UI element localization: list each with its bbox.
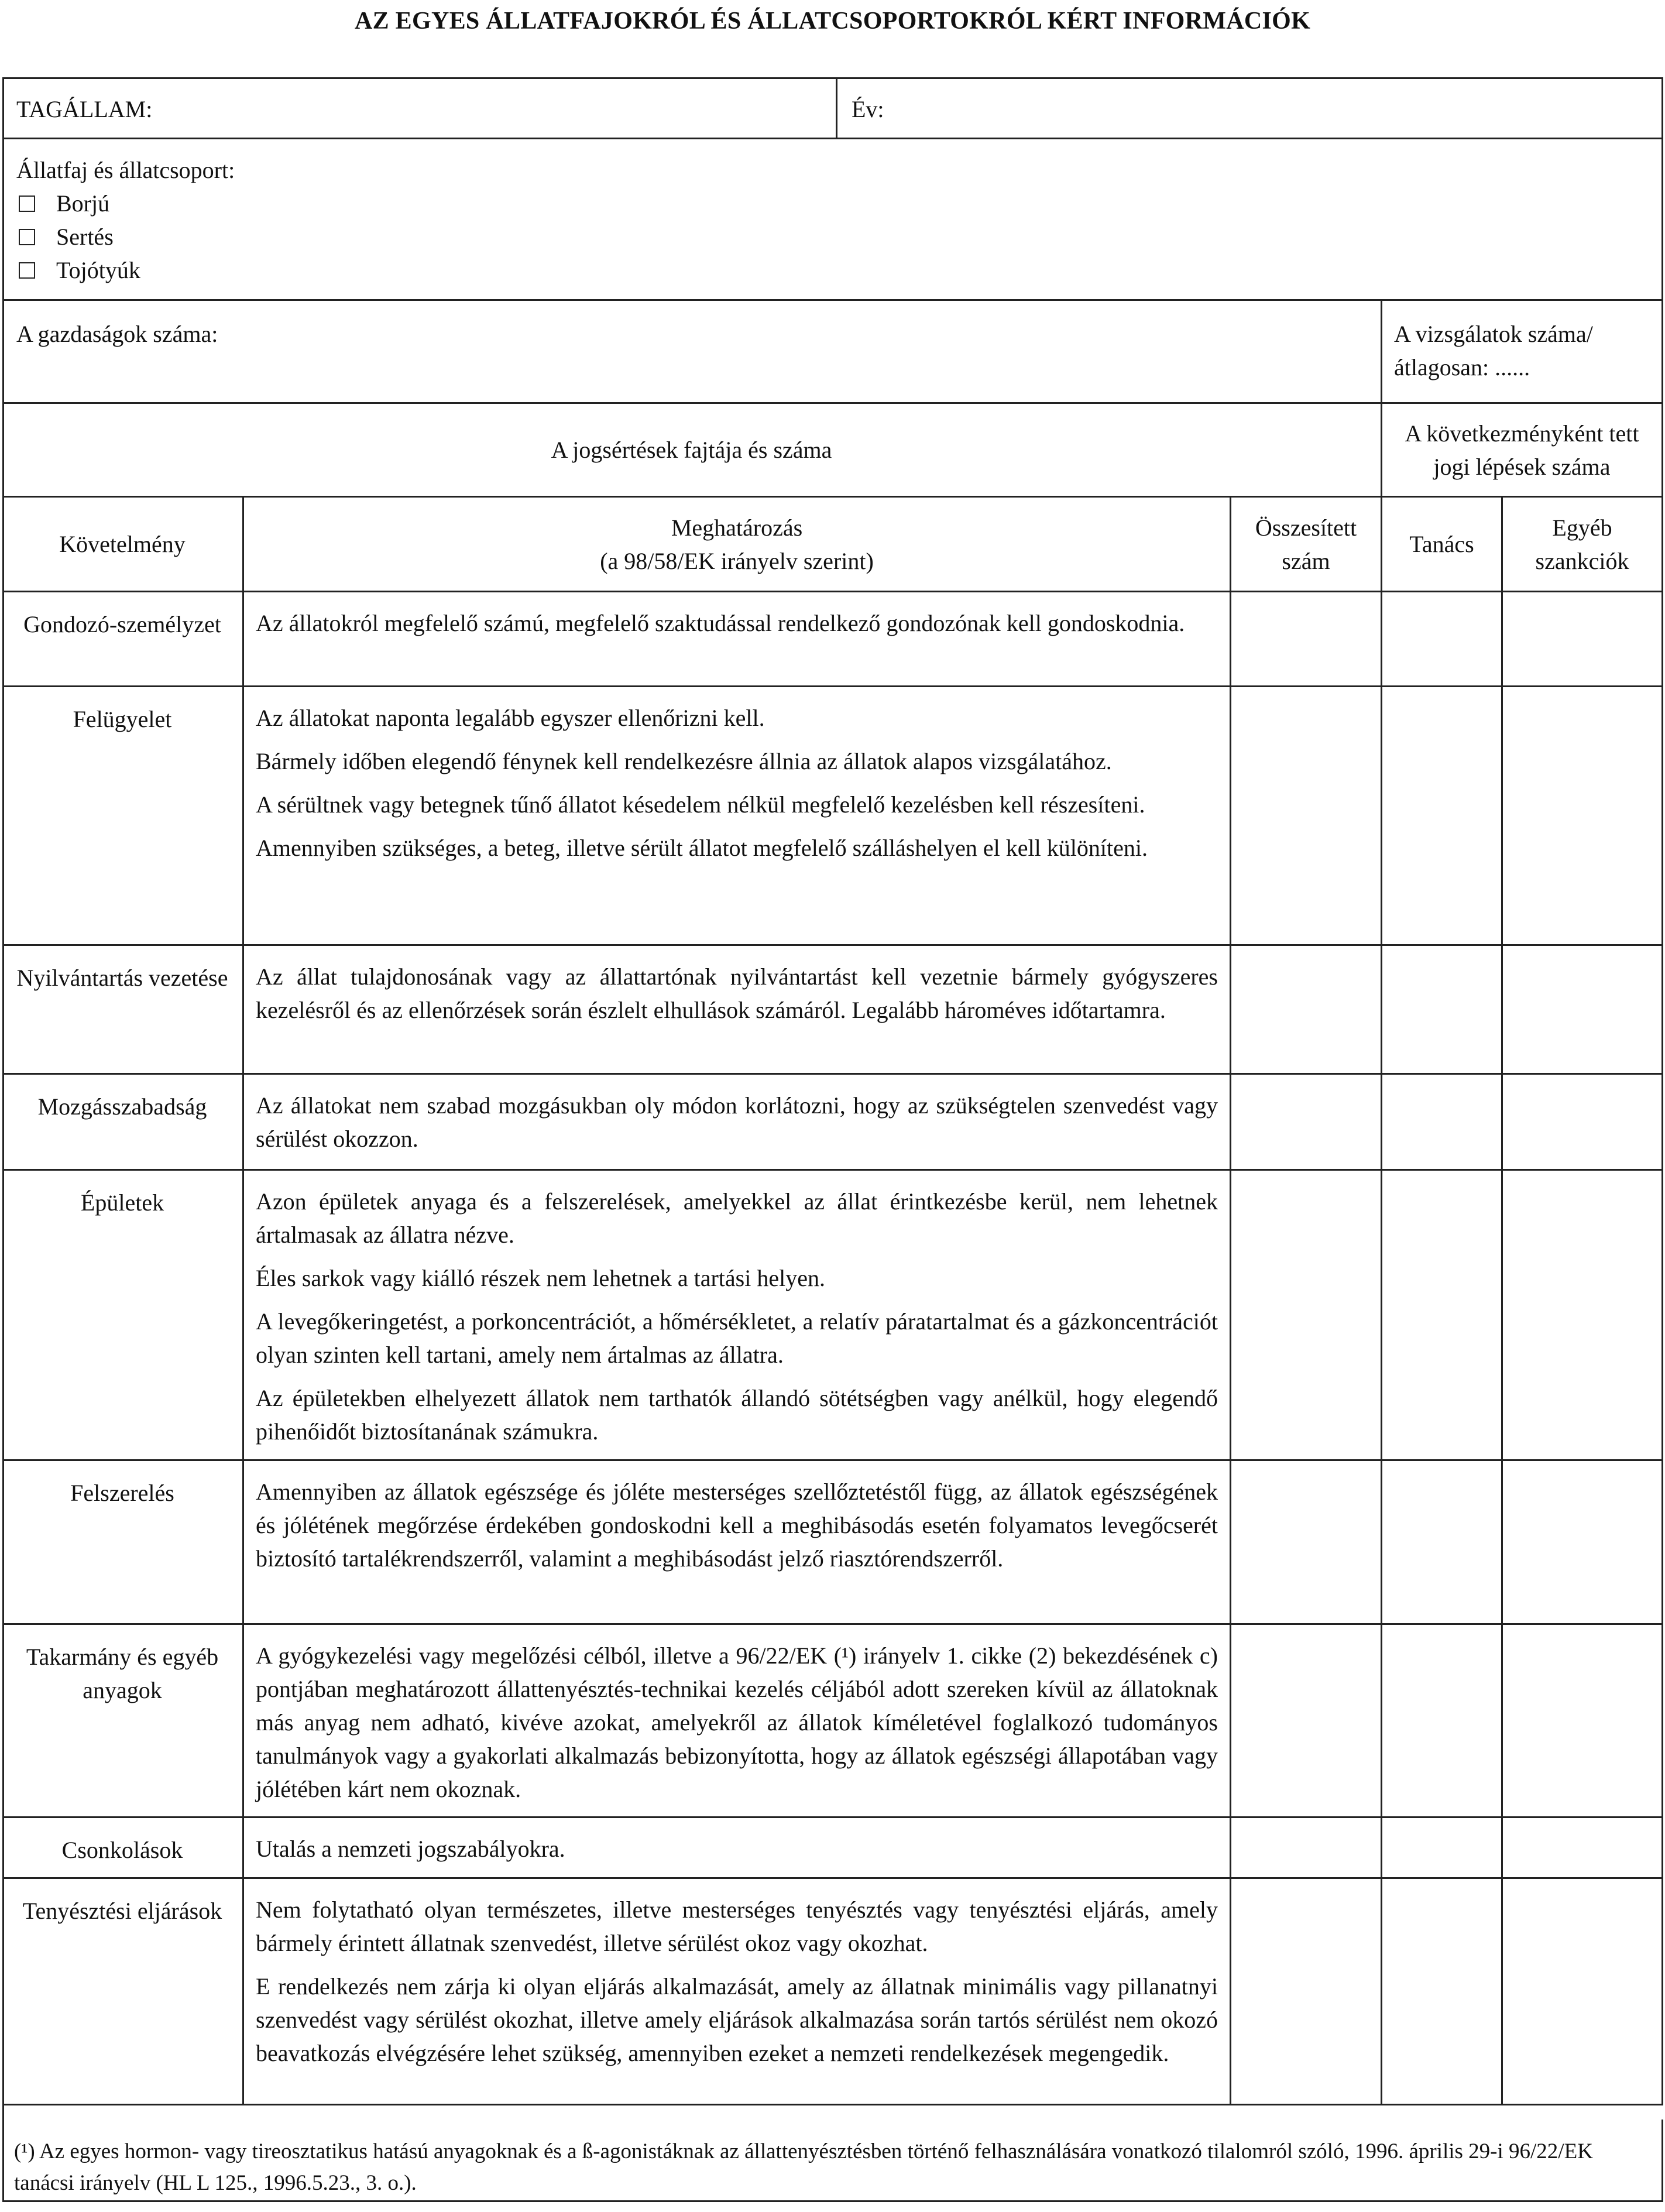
definition-cell	[244, 1879, 1231, 2105]
other-sanctions-count-cell[interactable]	[1503, 687, 1663, 946]
inspections-cell[interactable]	[1382, 301, 1663, 404]
checkbox-icon[interactable]	[19, 229, 35, 245]
other-sanctions-count-cell[interactable]	[1503, 1818, 1663, 1879]
requirement-cell	[2, 1075, 244, 1171]
total-column-header: Összesített szám	[1231, 498, 1382, 592]
requirement-cell	[2, 1171, 244, 1461]
requirement-label: Gondozó-személyzet	[23, 611, 221, 637]
definition-cell	[244, 1075, 1231, 1171]
total-count-cell[interactable]	[1231, 687, 1382, 946]
species-cell	[2, 139, 1663, 301]
definition-cell	[244, 946, 1231, 1075]
definition-paragraph: E rendelkezés nem zárja ki olyan eljárás alkalmazását, amely az állatnak minimális vagy pillanatnyi szenvedést vagy sérülést okozhat, illetve amely eljárások alkalmazása során tartós sérülést nem okozó beavatkozás elvégzésére lehet szükség, amennyiben ezeket a nemzeti rendelkezések megengedik.	[256, 1973, 1218, 2066]
advice-count-cell[interactable]	[1382, 946, 1503, 1075]
species-option-borju[interactable]	[16, 187, 1647, 220]
member-state-cell[interactable]	[2, 77, 837, 139]
total-count-cell[interactable]	[1231, 592, 1382, 687]
total-count-cell[interactable]	[1231, 1625, 1382, 1818]
footnote	[2, 2120, 1663, 2202]
requirement-label: Csonkolások	[61, 1837, 183, 1863]
definition-cell	[244, 1171, 1231, 1461]
requirement-cell	[2, 687, 244, 946]
definition-paragraph: Az állatokat nem szabad mozgásukban oly módon korlátozni, hogy az szükségtelen szenvedést vagy sérülést okozzon.	[256, 1092, 1218, 1152]
species-option-sertes[interactable]	[16, 220, 1647, 253]
definition-paragraph: Az állatokat naponta legalább egyszer ellenőrizni kell.	[256, 705, 765, 731]
requirement-cell	[2, 1879, 244, 2105]
other-sanctions-count-cell[interactable]	[1503, 1171, 1663, 1461]
other-sanctions-count-cell[interactable]	[1503, 1879, 1663, 2105]
definition-paragraph: A sérültnek vagy betegnek tűnő állatot késedelem nélkül megfelelő kezelésben kell részesíteni.	[256, 791, 1145, 818]
requirement-label: Tenyésztési eljárások	[22, 1898, 222, 1924]
requirement-label: Felügyelet	[73, 706, 172, 732]
definition-cell	[244, 1625, 1231, 1818]
requirement-cell	[2, 592, 244, 687]
definition-paragraph: Azon épületek anyaga és a felszerelések, amelyekkel az állat érintkezésbe kerül, nem lehetnek ártalmasak az állatra nézve.	[256, 1188, 1218, 1248]
definition-cell	[244, 1818, 1231, 1879]
definition-paragraph: Éles sarkok vagy kiálló részek nem lehetnek a tartási helyen.	[256, 1265, 825, 1291]
species-option-label: Borjú	[56, 190, 110, 217]
species-option-label: Sertés	[56, 224, 114, 250]
requirement-cell	[2, 1625, 244, 1818]
footnote-text: (¹) Az egyes hormon- vagy tireosztatikus hatású anyagoknak és a ß-agonistáknak az állattenyésztésben történő felhasználására vonatkozó tilalomról szóló, 1996. április 29-i 96/22/EK tanácsi irányelv (HL L 125., 1996.5.23., 3. o.).	[14, 2139, 1593, 2195]
species-label: Állatfaj és állatcsoport:	[16, 157, 235, 183]
definition-paragraph: Amennyiben szükséges, a beteg, illetve sérült állatot megfelelő szálláshelyen el kell különíteni.	[256, 835, 1148, 861]
farms-count-label: A gazdaságok száma:	[16, 321, 218, 347]
advice-count-cell[interactable]	[1382, 687, 1503, 946]
requirement-label: Nyilvántartás vezetése	[16, 965, 228, 991]
definition-paragraph: Utalás a nemzeti jogszabályokra.	[256, 1836, 565, 1862]
member-state-label: TAGÁLLAM:	[16, 96, 153, 122]
total-count-cell[interactable]	[1231, 946, 1382, 1075]
requirement-cell	[2, 946, 244, 1075]
species-option-label: Tojótyúk	[56, 257, 140, 283]
definition-paragraph: Az állatokról megfelelő számú, megfelelő szaktudással rendelkező gondozónak kell gondoskodnia.	[256, 610, 1185, 636]
advice-count-cell[interactable]	[1382, 1625, 1503, 1818]
document-title: AZ EGYES ÁLLATFAJOKRÓL ÉS ÁLLATCSOPORTOKRÓL KÉRT INFORMÁCIÓK	[354, 8, 1311, 35]
advice-count-cell[interactable]	[1382, 592, 1503, 687]
definition-cell	[244, 1461, 1231, 1625]
definition-paragraph: Nem folytatható olyan természetes, illetve mesterséges tenyésztés vagy tenyésztési eljárás, amely bármely érintett állatnak szenvedést, illetve sérülést okoz vagy okozhat.	[256, 1897, 1218, 1956]
advice-count-cell[interactable]	[1382, 1075, 1503, 1171]
checkbox-icon[interactable]	[19, 196, 35, 212]
information-form	[2, 77, 1663, 2202]
advice-count-cell[interactable]	[1382, 1171, 1503, 1461]
other-sanctions-count-cell[interactable]	[1503, 946, 1663, 1075]
definition-paragraph: Az épületekben elhelyezett állatok nem tarthatók állandó sötétségben vagy anélkül, hogy elegendő pihenőidőt biztosítanának számukra.	[256, 1385, 1218, 1445]
other-sanctions-count-cell[interactable]	[1503, 1625, 1663, 1818]
definition-paragraph: Amennyiben az állatok egészsége és jóléte mesterséges szellőztetéstől függ, az állatok egészségének és jólétének megőrzése érdekében gondoskodni kell a meghibásodás esetén folyamatos levegőcserét biztosító tartalékrendszerről, valamint a meghibásodást jelző riasztórendszerről.	[256, 1479, 1218, 1572]
other-sanctions-count-cell[interactable]	[1503, 592, 1663, 687]
definition-column-header: Meghatározás (a 98/58/EK irányelv szerint)	[244, 498, 1231, 592]
definition-paragraph: Az állat tulajdonosának vagy az állattartónak nyilvántartást kell vezetnie bármely gyógyszeres kezelésről és az ellenőrzések során észlelt elhullások számáról. Legalább hároméves időtartamra.	[256, 963, 1218, 1023]
definition-paragraph: Bármely időben elegendő fénynek kell rendelkezésre állnia az állatok alapos vizsgálatához.	[256, 748, 1112, 774]
violations-header: A jogsértések fajtája és száma	[2, 404, 1382, 498]
requirement-label: Épületek	[80, 1189, 164, 1216]
farms-count-cell[interactable]	[2, 301, 1382, 404]
total-count-cell[interactable]	[1231, 1461, 1382, 1625]
requirement-cell	[2, 1461, 244, 1625]
requirement-label: Mozgásszabadság	[37, 1093, 207, 1120]
advice-count-cell[interactable]	[1382, 1818, 1503, 1879]
definition-cell	[244, 687, 1231, 946]
year-label: Év:	[852, 96, 884, 122]
advice-column-header: Tanács	[1382, 498, 1503, 592]
requirement-column-header: Követelmény	[2, 498, 244, 592]
year-cell[interactable]	[837, 77, 1663, 139]
requirement-label: Felszerelés	[70, 1480, 174, 1506]
total-count-cell[interactable]	[1231, 1879, 1382, 2105]
other-sanctions-column-header: Egyéb szankciók	[1503, 498, 1663, 592]
total-count-cell[interactable]	[1231, 1171, 1382, 1461]
advice-count-cell[interactable]	[1382, 1879, 1503, 2105]
inspections-label: A vizsgálatok száma/átlagosan: ......	[1394, 321, 1593, 380]
requirement-cell	[2, 1818, 244, 1879]
definition-paragraph: A levegőkeringetést, a porkoncentrációt, a hőmérsékletet, a relatív páratartalmat és a gázkoncentrációt olyan szinten kell tartani, amely nem ártalmas az állatra.	[256, 1308, 1218, 1368]
checkbox-icon[interactable]	[19, 262, 35, 279]
other-sanctions-count-cell[interactable]	[1503, 1075, 1663, 1171]
advice-count-cell[interactable]	[1382, 1461, 1503, 1625]
definition-cell	[244, 592, 1231, 687]
requirement-label: Takarmány és egyéb anyagok	[26, 1644, 219, 1703]
total-count-cell[interactable]	[1231, 1818, 1382, 1879]
definition-paragraph: A gyógykezelési vagy megelőzési célból, illetve a 96/22/EK (¹) irányelv 1. cikke (2) bekezdésének c) pontjában meghatározott állattenyésztés-technikai kezelés céljából adott szereken kívül az állatoknak más anyag nem adható, kivéve azokat, amelyekről az állatok kíméletével foglalkozó tudományos tanulmányok vagy a gyakorlati alkalmazás bebizonyította, hogy az állatok egészségi állapotában vagy jólétében kárt nem okoznak.	[256, 1642, 1218, 1802]
other-sanctions-count-cell[interactable]	[1503, 1461, 1663, 1625]
species-option-tojotyuk[interactable]	[16, 253, 1647, 287]
legal-steps-header: A következményként tett jogi lépések száma	[1382, 404, 1663, 498]
total-count-cell[interactable]	[1231, 1075, 1382, 1171]
